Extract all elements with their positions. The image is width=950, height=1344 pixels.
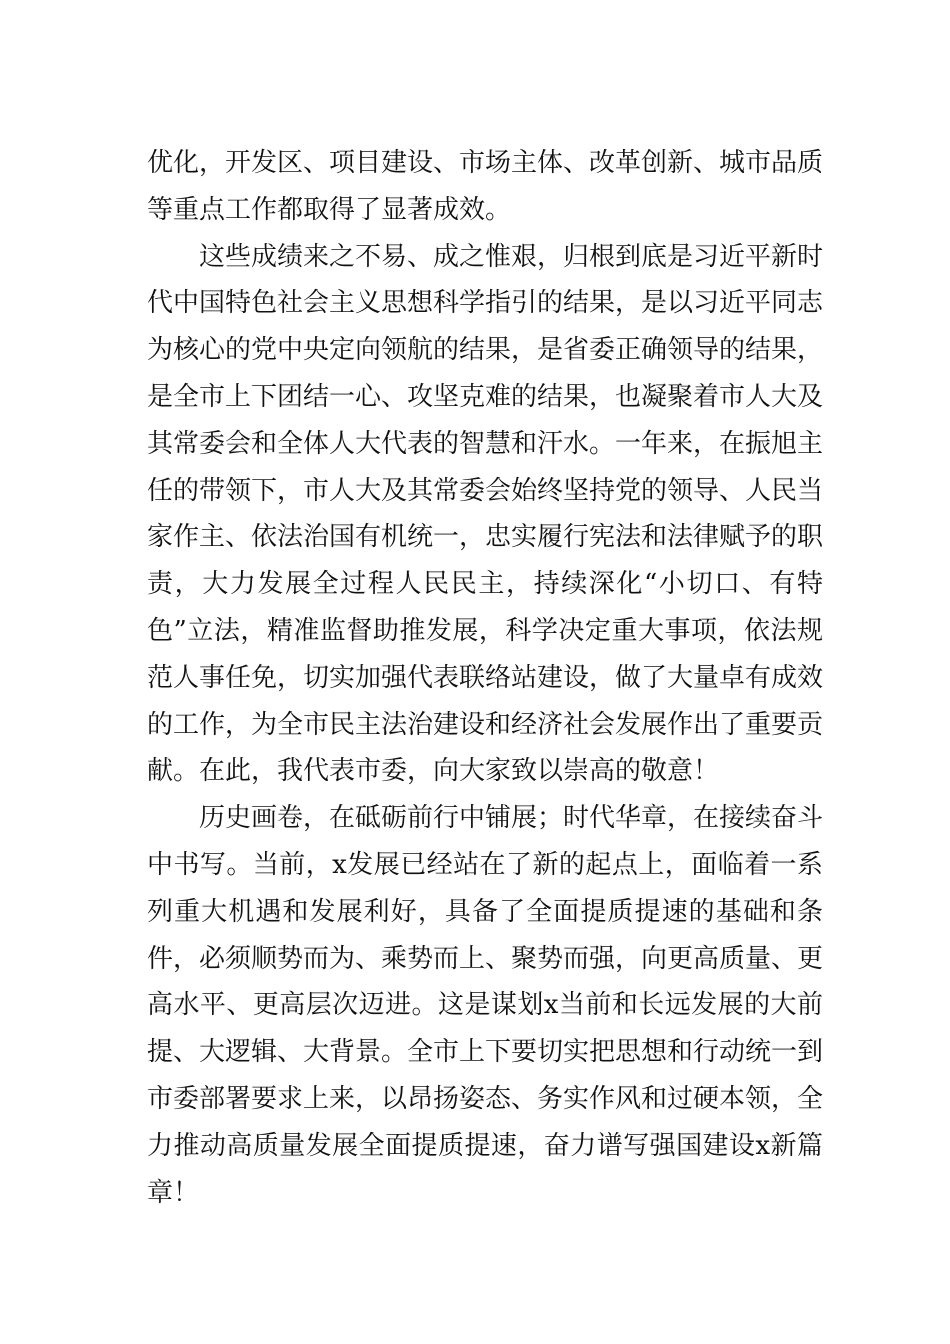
paragraph-achievements: 这些成绩来之不易、成之惟艰，归根到底是习近平新时代中国特色社会主义思想科学指引的结果，是以习近平同志为核心的党中央定向领航的结果，是省委正确领导的结果，是全市上下团结一心、攻坚克难的结果，也凝聚着市人大及其常委会和全体人大代表的智慧和汗水。一年来，在振旭主任的带领下，市人大及其常委会始终坚持党的领导、人民当家作主、依法治国有机统一，忠实履行宪法和法律赋予的职责，大力发展全过程人民民主，持续深化“小切口、有特色”立法，精准监督助推发展，科学决定重大事项，依法规范人事任免，切实加强代表联络站建设，做了大量卓有成效的工作，为全市民主法治建设和经济社会发展作出了重要贡献。在此，我代表市委，向大家致以崇高的敬意！: [147, 241, 824, 787]
paragraph-outlook: 历史画卷，在砥砺前行中铺展；时代华章，在接续奋斗中书写。当前，x发展已经站在了新的起点上，面临着一系列重大机遇和发展利好，具备了全面提质提速的基础和条件，必须顺势而为、乘势而上、聚势而强，向更高质量、更高水平、更高层次迈进。这是谋划x当前和长远发展的大前提、大逻辑、大背景。全市上下要切实把思想和行动统一到市委部署要求上来，以昂扬姿态、务实作风和过硬本领，全力推动高质量发展全面提质提速，奋力谱写强国建设x新篇章！: [147, 803, 824, 1208]
paragraph-continuation: 优化，开发区、项目建设、市场主体、改革创新、城市品质等重点工作都取得了显著成效。: [147, 148, 824, 225]
document-body: [147, 140, 823, 1216]
